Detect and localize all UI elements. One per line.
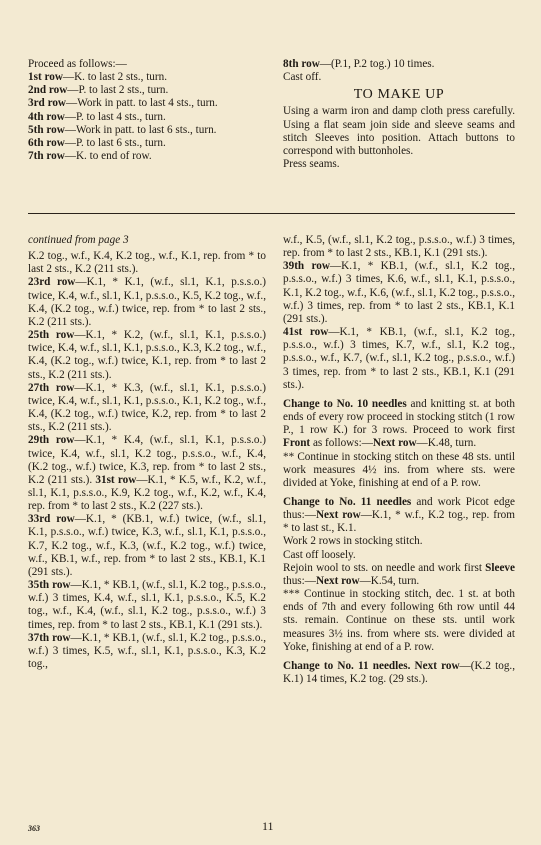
make-up-text: Using a warm iron and damp cloth press carefully. Using a flat seam join side and sleeve seams and stitch Sleeves into position. Attach buttons to correspond with buttonholes. bbox=[283, 105, 515, 157]
pattern-paragraph: ** Continue in stocking stitch on these 48 sts. until work measures 4½ ins. from where sts. were divided at Yoke, finishing at end of a P. row. bbox=[283, 450, 515, 489]
instruction-line: 6th row—P. to last 6 sts., turn. bbox=[28, 136, 166, 149]
pattern-paragraph: 35th row—K.1, * KB.1, (w.f., sl.1, K.2 tog., p.s.s.o., w.f.) 3 times, K.4, w.f., sl.1, K.1, p.s.s.o., K.5, K.2 tog., w.f., K.4, (w.f., sl.1, K.2 tog., p.s.s.o., w.f.) 3 times, rep. from * to last 2 sts., KB.1, K.1 (291 sts.). bbox=[28, 579, 267, 631]
continued-note: continued from page 3 bbox=[28, 234, 129, 246]
bottom-left-column bbox=[28, 234, 266, 671]
pattern-code: 363 bbox=[28, 824, 40, 833]
instruction-line: 8th row—(P.1, P.2 tog.) 10 times. bbox=[283, 58, 435, 70]
pattern-paragraph: Change to No. 11 needles. Next row—(K.2 tog., K.1) 14 times, K.2 tog. (29 sts.). bbox=[283, 659, 516, 685]
instruction-line: Proceed as follows:— bbox=[28, 58, 127, 70]
instruction-line: Cast off. bbox=[283, 71, 322, 84]
instruction-line: 5th row—Work in patt. to last 6 sts., turn. bbox=[28, 123, 217, 136]
pattern-paragraph: 25th row—K.1, * K.2, (w.f., sl.1, K.1, p.s.s.o.) twice, K.4, w.f., sl.1, K.1, p.s.s.o., K.3, K.2 tog., w.f., K.4, (K.2 tog., w.f.) twice, K.1, rep. from * to last 2 sts., K.2 (211 sts.). bbox=[28, 329, 266, 381]
pattern-paragraph: w.f., K.5, (w.f., sl.1, K.2 tog., p.s.s.o., w.f.) 3 times, rep. from * to last 2 sts., KB.1, K.1 (291 sts.). bbox=[283, 234, 515, 260]
pattern-paragraph: *** Continue in stocking stitch, dec. 1 st. at both ends of 7th and every following 6th row until 44 sts. remain. Continue on these sts. until work measures 3½ ins. from where sts. were divided at Yoke, finishing at end of a P. row. bbox=[283, 588, 515, 653]
pattern-paragraph: 37th row—K.1, * KB.1, (w.f., sl.1, K.2 tog., p.s.s.o., w.f.) 3 times, K.5, w.f., sl.1, K.1, p.s.s.o., K.3, K.2 tog., bbox=[28, 631, 267, 670]
pattern-paragraph: Work 2 rows in stocking stitch. bbox=[283, 535, 423, 548]
pattern-paragraph: 27th row—K.1, * K.3, (w.f., sl.1, K.1, p.s.s.o.) twice, K.4, w.f., sl.1, K.1, p.s.s.o., K.1, K.2 tog., w.f., K.4, (K.2 tog., w.f.) twice, K.2, rep. from * to last 2 sts., K.2 (211 sts.). bbox=[28, 381, 266, 434]
top-right-column bbox=[283, 58, 515, 171]
pattern-paragraph: Change to No. 10 needles and knitting st. at both ends of every row proceed in stocking stitch (1 row P., 1 row K.) for 3 rows. Proceed to work first Front as follows:—Next row—K.48, turn. bbox=[283, 397, 515, 450]
pattern-paragraph: 41st row—K.1, * KB.1, (w.f., sl.1, K.2 tog., p.s.s.o., w.f.) 3 times, K.7, w.f., sl.1, K.2 tog., p.s.s.o., w.f., K.7, (w.f., sl.1, K.2 tog., p.s.s.o., w.f.) 3 times, rep. from * to last 2 sts., KB.1, K.1 (291 sts.). bbox=[283, 326, 516, 391]
section-divider bbox=[28, 213, 515, 214]
pattern-paragraph: K.2 tog., w.f., K.4, K.2 tog., w.f., K.1, rep. from * to last 2 sts., K.2 (211 sts.). bbox=[28, 250, 266, 276]
pattern-paragraph: Rejoin wool to sts. on needle and work first Sleeve thus:—Next row—K.54, turn. bbox=[283, 561, 515, 587]
instruction-line: 1st row—K. to last 2 sts., turn. bbox=[28, 71, 168, 84]
instruction-line: 3rd row—Work in patt. to last 4 sts., turn. bbox=[28, 97, 218, 110]
top-left-column bbox=[28, 58, 266, 163]
instruction-line: 7th row—K. to end of row. bbox=[28, 150, 152, 163]
instruction-line: 2nd row—P. to last 2 sts., turn. bbox=[28, 84, 169, 97]
instruction-line: 4th row—P. to last 4 sts., turn. bbox=[28, 110, 166, 123]
pattern-paragraph: 29th row—K.1, * K.4, (w.f., sl.1, K.1, p.s.s.o.) twice, K.4, w.f., sl.1, K.2 tog., p.s.s.o., w.f., K.4, (K.2 tog., w.f.) twice, K.3, rep. from * to last 2 sts., K.2 (211 sts.). 31st row—K.1, * K.5, w.f., K.2, w.f., sl.1, K.1, p.s.s.o., K.9, K.2 tog., w.f., K.2, w.f., K.4, rep. from * to last 2 sts., K.2 (227 sts.). bbox=[28, 434, 266, 513]
make-up-text: Press seams. bbox=[283, 158, 340, 171]
bottom-right-column bbox=[283, 234, 515, 686]
pattern-paragraph: 23rd row—K.1, * K.1, (w.f., sl.1, K.1, p.s.s.o.) twice, K.4, w.f., sl.1, K.1, p.s.s.o., K.5, K.2 tog., w.f., K.4, (K.2 tog., w.f.) twice, rep. from * to last 2 sts., K.2 (211 sts.). bbox=[28, 276, 267, 328]
pattern-paragraph: 39th row—K.1, * KB.1, (w.f., sl.1, K.2 tog., p.s.s.o., w.f.) 3 times, K.6, w.f., sl.1, K.1, p.s.s.o., K.1, K.2 tog., w.f., K.6, (w.f., sl.1, K.2 tog., p.s.s.o., w.f.) 3 times, rep. from * to last 2 sts., KB.1, K.1 (291 sts.). bbox=[283, 260, 515, 325]
section-heading: TO MAKE UP bbox=[353, 87, 445, 103]
page-number: 11 bbox=[262, 819, 274, 833]
pattern-paragraph: Cast off loosely. bbox=[283, 548, 356, 561]
pattern-paragraph: 33rd row—K.1, * (KB.1, w.f.) twice, (w.f., sl.1, K.1, p.s.s.o., w.f.) twice, K.3, w.f., sl.1, K.1, p.s.s.o., K.7, K.2 tog., w.f., K.3, (w.f., K.2 tog., w.f.) twice, w.f., KB.1, w.f., rep. from * to last 2 sts., KB.1, K.1 (291 sts.). bbox=[28, 513, 266, 578]
pattern-paragraph: Change to No. 11 needles and work Picot edge thus:—Next row—K.1, * w.f., K.2 tog., rep. from * to last st., K.1. bbox=[283, 495, 516, 535]
